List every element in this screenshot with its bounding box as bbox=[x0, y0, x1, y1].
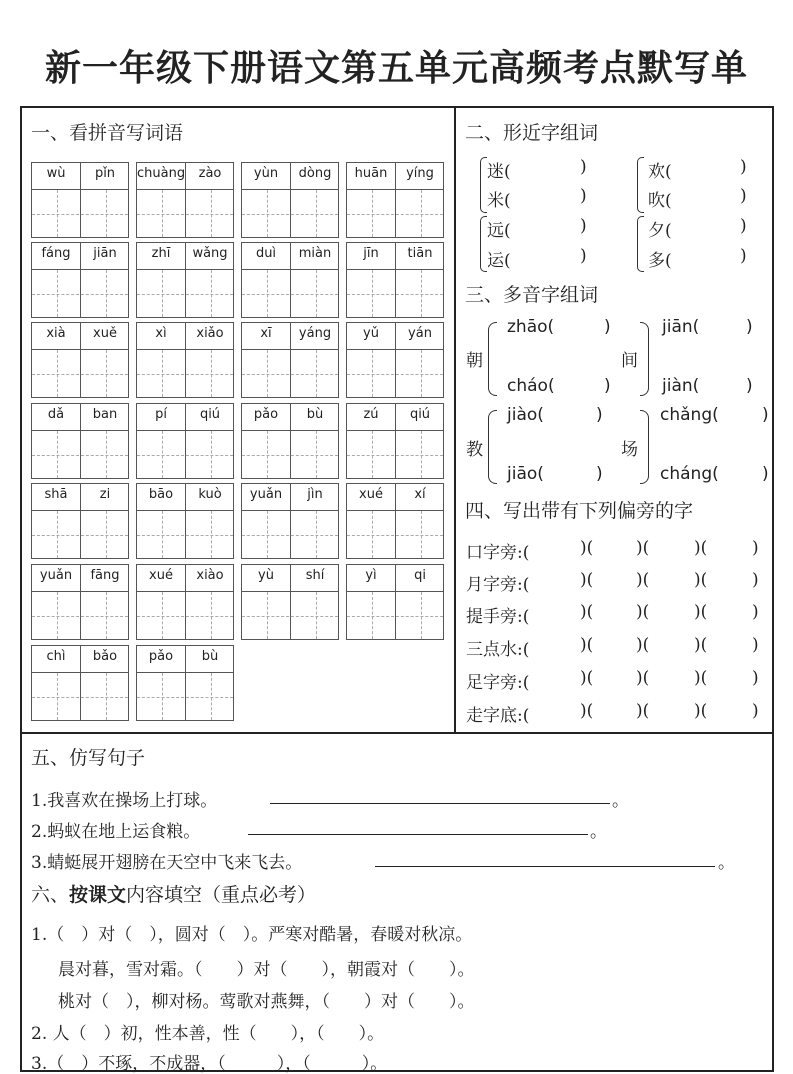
pinyin-label: kuò bbox=[198, 487, 222, 502]
word-box[interactable] bbox=[31, 564, 129, 640]
brace bbox=[488, 322, 497, 396]
paren-close: ) bbox=[762, 464, 769, 484]
guide-line bbox=[32, 616, 128, 617]
grid-line bbox=[185, 163, 186, 237]
paren-close: ) bbox=[596, 405, 603, 425]
pinyin-label: jiān bbox=[93, 246, 117, 261]
guide-line bbox=[242, 535, 338, 536]
section-3-heading: 三、多音字组词 bbox=[465, 284, 599, 306]
similar-char: 夕( bbox=[648, 221, 672, 241]
grid-line bbox=[185, 565, 186, 639]
polyphone-char: 朝 bbox=[466, 351, 483, 371]
similar-char: 吹( bbox=[648, 191, 672, 211]
grid-line bbox=[185, 484, 186, 558]
polyphone-char: 间 bbox=[621, 351, 638, 371]
paren-pair: )( bbox=[694, 570, 708, 590]
word-box[interactable] bbox=[31, 322, 129, 398]
brace bbox=[488, 410, 497, 484]
guide-line bbox=[242, 294, 338, 295]
word-box[interactable] bbox=[241, 322, 339, 398]
paren-close: ) bbox=[762, 405, 769, 425]
grid-line bbox=[395, 404, 396, 478]
pinyin-label: yíng bbox=[406, 166, 434, 181]
polyphone-char: 场 bbox=[621, 440, 638, 460]
guide-line bbox=[242, 214, 338, 215]
paren-pair: )( bbox=[694, 668, 708, 688]
paren-close: ) bbox=[740, 157, 747, 177]
radical-label: 足字旁:( bbox=[466, 673, 530, 693]
paren-close: ) bbox=[746, 376, 753, 396]
section-4-heading: 四、写出带有下列偏旁的字 bbox=[465, 500, 694, 522]
paren-close: ) bbox=[752, 635, 759, 655]
paren-pair: )( bbox=[694, 538, 708, 558]
guide-line bbox=[32, 294, 128, 295]
guide-line bbox=[137, 374, 233, 375]
radical-label: 提手旁:( bbox=[466, 607, 530, 627]
pinyin-reading: jiào( bbox=[507, 405, 544, 425]
brace bbox=[640, 410, 649, 484]
pinyin-reading: cháo( bbox=[507, 376, 555, 396]
period: 。 bbox=[612, 791, 629, 811]
word-box[interactable] bbox=[31, 403, 129, 479]
paren-pair: )( bbox=[636, 538, 650, 558]
brace bbox=[637, 157, 644, 213]
sentence-example: 2.蚂蚁在地上运食粮。 bbox=[31, 822, 201, 842]
similar-char: 欢( bbox=[648, 162, 672, 182]
grid-line bbox=[290, 565, 291, 639]
pinyin-label: bù bbox=[201, 649, 219, 664]
pinyin-label: zhī bbox=[151, 246, 171, 261]
word-box[interactable] bbox=[346, 242, 444, 318]
pinyin-label: bù bbox=[306, 407, 324, 422]
grid-line bbox=[290, 163, 291, 237]
guide-line bbox=[347, 214, 443, 215]
grid-line bbox=[395, 163, 396, 237]
paren-pair: )( bbox=[694, 602, 708, 622]
paren-pair: )( bbox=[580, 602, 594, 622]
pinyin-label: xí bbox=[414, 487, 426, 502]
pinyin-label: xué bbox=[359, 487, 383, 502]
pinyin-label: pǎo bbox=[148, 649, 174, 664]
grid-line bbox=[395, 484, 396, 558]
guide-line bbox=[242, 455, 338, 456]
pinyin-label: jìn bbox=[307, 487, 323, 502]
pinyin-label: xué bbox=[149, 568, 173, 583]
pinyin-label: pǎo bbox=[253, 407, 279, 422]
pinyin-label: duì bbox=[255, 246, 277, 261]
guide-line bbox=[32, 214, 128, 215]
paren-close: ) bbox=[580, 186, 587, 206]
word-box[interactable] bbox=[346, 162, 444, 238]
guide-line bbox=[347, 535, 443, 536]
paren-close: ) bbox=[604, 376, 611, 396]
word-box[interactable] bbox=[136, 322, 234, 398]
pinyin-label: yán bbox=[408, 326, 432, 341]
pinyin-label: wǎng bbox=[192, 246, 228, 261]
paren-close: ) bbox=[580, 157, 587, 177]
paren-pair: )( bbox=[580, 701, 594, 721]
guide-line bbox=[32, 455, 128, 456]
pinyin-label: yáng bbox=[298, 326, 332, 341]
similar-char: 远( bbox=[487, 221, 511, 241]
pinyin-label: qi bbox=[414, 568, 426, 583]
pinyin-label: xià bbox=[46, 326, 66, 341]
guide-line bbox=[137, 697, 233, 698]
word-box[interactable] bbox=[136, 645, 234, 721]
word-box[interactable] bbox=[136, 242, 234, 318]
pinyin-label: huān bbox=[354, 166, 388, 181]
page-title: 新一年级下册语文第五单元高频考点默写单 bbox=[44, 47, 748, 89]
fill-line: 桃对（ ），柳对杨。莺歌对燕舞，（ ）对（ ）。 bbox=[58, 992, 475, 1012]
pinyin-reading: zhāo( bbox=[507, 317, 555, 337]
radical-label: 月字旁:( bbox=[466, 575, 530, 595]
paren-close: ) bbox=[740, 186, 747, 206]
paren-pair: )( bbox=[580, 538, 594, 558]
paren-close: ) bbox=[580, 246, 587, 266]
guide-line bbox=[137, 214, 233, 215]
grid-line bbox=[185, 404, 186, 478]
paren-close: ) bbox=[752, 668, 759, 688]
pinyin-label: zào bbox=[198, 166, 222, 181]
paren-close: ) bbox=[580, 216, 587, 236]
radical-label: 口字旁:( bbox=[466, 543, 530, 563]
pinyin-label: zi bbox=[99, 487, 111, 502]
pinyin-label: xuě bbox=[93, 326, 117, 341]
pinyin-label: yì bbox=[365, 568, 377, 583]
brace bbox=[480, 157, 487, 213]
paren-pair: )( bbox=[636, 635, 650, 655]
grid-line bbox=[80, 323, 81, 397]
pinyin-label: dǎ bbox=[47, 407, 65, 422]
grid-line bbox=[80, 163, 81, 237]
paren-pair: )( bbox=[580, 635, 594, 655]
pinyin-label: chuàng bbox=[137, 166, 186, 181]
grid-line bbox=[80, 646, 81, 720]
period: 。 bbox=[718, 853, 735, 873]
pinyin-label: xì bbox=[155, 326, 167, 341]
paren-close: ) bbox=[752, 570, 759, 590]
grid-line bbox=[80, 565, 81, 639]
pinyin-label: shā bbox=[44, 487, 68, 502]
grid-line bbox=[80, 243, 81, 317]
word-box[interactable] bbox=[346, 403, 444, 479]
fill-line: 1.（ ）对（ ），圆对（ ）。严寒对酷暑，春暖对秋凉。 bbox=[31, 925, 473, 945]
radical-label: 走字底:( bbox=[466, 706, 530, 726]
word-box[interactable] bbox=[136, 483, 234, 559]
paren-pair: )( bbox=[636, 602, 650, 622]
pinyin-label: dòng bbox=[298, 166, 332, 181]
grid-line bbox=[290, 404, 291, 478]
section-2-heading: 二、形近字组词 bbox=[465, 122, 599, 144]
pinyin-label: miàn bbox=[298, 246, 332, 261]
pinyin-label: pí bbox=[155, 407, 167, 422]
heading-emphasis: 按课文 bbox=[69, 884, 127, 906]
guide-line bbox=[242, 616, 338, 617]
pinyin-label: yùn bbox=[253, 166, 279, 181]
paren-close: ) bbox=[604, 317, 611, 337]
word-box[interactable] bbox=[346, 483, 444, 559]
word-box[interactable] bbox=[346, 564, 444, 640]
pinyin-reading: jiāo( bbox=[507, 464, 544, 484]
pinyin-label: pǐn bbox=[94, 166, 116, 181]
pinyin-label: fāng bbox=[90, 568, 120, 583]
pinyin-label: yǔ bbox=[363, 326, 379, 341]
pinyin-label: xiào bbox=[196, 568, 224, 583]
paren-pair: )( bbox=[636, 701, 650, 721]
pinyin-label: bāo bbox=[148, 487, 174, 502]
grid-line bbox=[395, 323, 396, 397]
polyphone-char: 教 bbox=[466, 440, 483, 460]
fill-line: 2. 人（ ）初，性本善，性（ ），（ ）。 bbox=[31, 1024, 385, 1044]
guide-line bbox=[137, 294, 233, 295]
column-divider bbox=[454, 106, 456, 733]
pinyin-label: shí bbox=[305, 568, 325, 583]
paren-pair: )( bbox=[636, 570, 650, 590]
paren-pair: )( bbox=[580, 570, 594, 590]
grid-line bbox=[80, 404, 81, 478]
pinyin-label: tiān bbox=[407, 246, 433, 261]
pinyin-label: qiú bbox=[409, 407, 431, 422]
guide-line bbox=[32, 697, 128, 698]
section-divider bbox=[20, 732, 774, 734]
pinyin-reading: cháng( bbox=[660, 464, 719, 484]
paren-pair: )( bbox=[636, 668, 650, 688]
guide-line bbox=[137, 455, 233, 456]
pinyin-reading: chǎng( bbox=[660, 405, 719, 425]
pinyin-label: yù bbox=[258, 568, 274, 583]
paren-close: ) bbox=[752, 701, 759, 721]
pinyin-label: ban bbox=[92, 407, 118, 422]
word-box[interactable] bbox=[241, 162, 339, 238]
grid-line bbox=[185, 243, 186, 317]
similar-char: 运( bbox=[487, 251, 511, 271]
guide-line bbox=[137, 535, 233, 536]
answer-line[interactable] bbox=[375, 866, 715, 867]
period: 。 bbox=[590, 822, 607, 842]
section-6-heading bbox=[31, 880, 316, 907]
heading-rest: 内容填空（重点必考） bbox=[126, 884, 317, 906]
word-box[interactable] bbox=[241, 564, 339, 640]
paren-close: ) bbox=[746, 317, 753, 337]
paren-close: ) bbox=[752, 538, 759, 558]
pinyin-label: zú bbox=[363, 407, 379, 422]
paren-close: ) bbox=[596, 464, 603, 484]
pinyin-label: yuǎn bbox=[249, 487, 283, 502]
radical-label: 三点水:( bbox=[466, 640, 530, 660]
grid-line bbox=[395, 565, 396, 639]
heading-number: 六、 bbox=[31, 884, 70, 906]
pinyin-label: wù bbox=[46, 166, 66, 181]
word-box[interactable] bbox=[241, 242, 339, 318]
brace bbox=[637, 216, 644, 272]
guide-line bbox=[32, 535, 128, 536]
grid-line bbox=[395, 243, 396, 317]
word-box[interactable] bbox=[31, 645, 129, 721]
word-box[interactable] bbox=[31, 242, 129, 318]
pinyin-label: fáng bbox=[41, 246, 71, 261]
word-box[interactable] bbox=[346, 322, 444, 398]
paren-pair: )( bbox=[580, 668, 594, 688]
pinyin-label: bǎo bbox=[92, 649, 118, 664]
sentence-example: 1.我喜欢在操场上打球。 bbox=[31, 791, 218, 811]
pinyin-label: yuǎn bbox=[39, 568, 73, 583]
guide-line bbox=[32, 374, 128, 375]
paren-pair: )( bbox=[694, 635, 708, 655]
word-box[interactable] bbox=[31, 162, 129, 238]
pinyin-label: xiǎo bbox=[196, 326, 224, 341]
brace bbox=[480, 216, 487, 272]
similar-char: 米( bbox=[487, 191, 511, 211]
paren-close: ) bbox=[740, 246, 747, 266]
grid-line bbox=[290, 243, 291, 317]
grid-line bbox=[185, 646, 186, 720]
sentence-example: 3.蜻蜓展开翅膀在天空中飞来飞去。 bbox=[31, 853, 303, 873]
word-box[interactable] bbox=[136, 403, 234, 479]
brace bbox=[640, 322, 649, 396]
section-1-heading: 一、看拼音写词语 bbox=[31, 122, 184, 144]
similar-char: 迷( bbox=[487, 162, 511, 182]
grid-line bbox=[80, 484, 81, 558]
pinyin-label: xī bbox=[260, 326, 272, 341]
guide-line bbox=[242, 374, 338, 375]
grid-line bbox=[290, 484, 291, 558]
fill-line: 晨对暮，雪对霜。（ ）对（ ），朝霞对（ ）。 bbox=[58, 960, 475, 980]
word-box[interactable] bbox=[136, 162, 234, 238]
word-box[interactable] bbox=[136, 564, 234, 640]
section-5-heading: 五、仿写句子 bbox=[31, 747, 146, 769]
word-box[interactable] bbox=[241, 403, 339, 479]
paren-pair: )( bbox=[694, 701, 708, 721]
answer-line[interactable] bbox=[270, 803, 610, 804]
paren-close: ) bbox=[752, 602, 759, 622]
grid-line bbox=[290, 323, 291, 397]
guide-line bbox=[347, 294, 443, 295]
pinyin-label: chì bbox=[46, 649, 66, 664]
guide-line bbox=[347, 374, 443, 375]
similar-char: 多( bbox=[648, 251, 672, 271]
answer-line[interactable] bbox=[248, 834, 588, 835]
pinyin-label: qiú bbox=[199, 407, 221, 422]
grid-line bbox=[185, 323, 186, 397]
word-box[interactable] bbox=[241, 483, 339, 559]
guide-line bbox=[137, 616, 233, 617]
pinyin-label: jīn bbox=[363, 246, 379, 261]
word-box[interactable] bbox=[31, 483, 129, 559]
guide-line bbox=[347, 455, 443, 456]
fill-line: 3.（ ）不琢，不成器，（ ），（ ）。 bbox=[31, 1054, 388, 1074]
pinyin-reading: jiān( bbox=[662, 317, 700, 337]
pinyin-reading: jiàn( bbox=[662, 376, 700, 396]
paren-close: ) bbox=[740, 216, 747, 236]
guide-line bbox=[347, 616, 443, 617]
